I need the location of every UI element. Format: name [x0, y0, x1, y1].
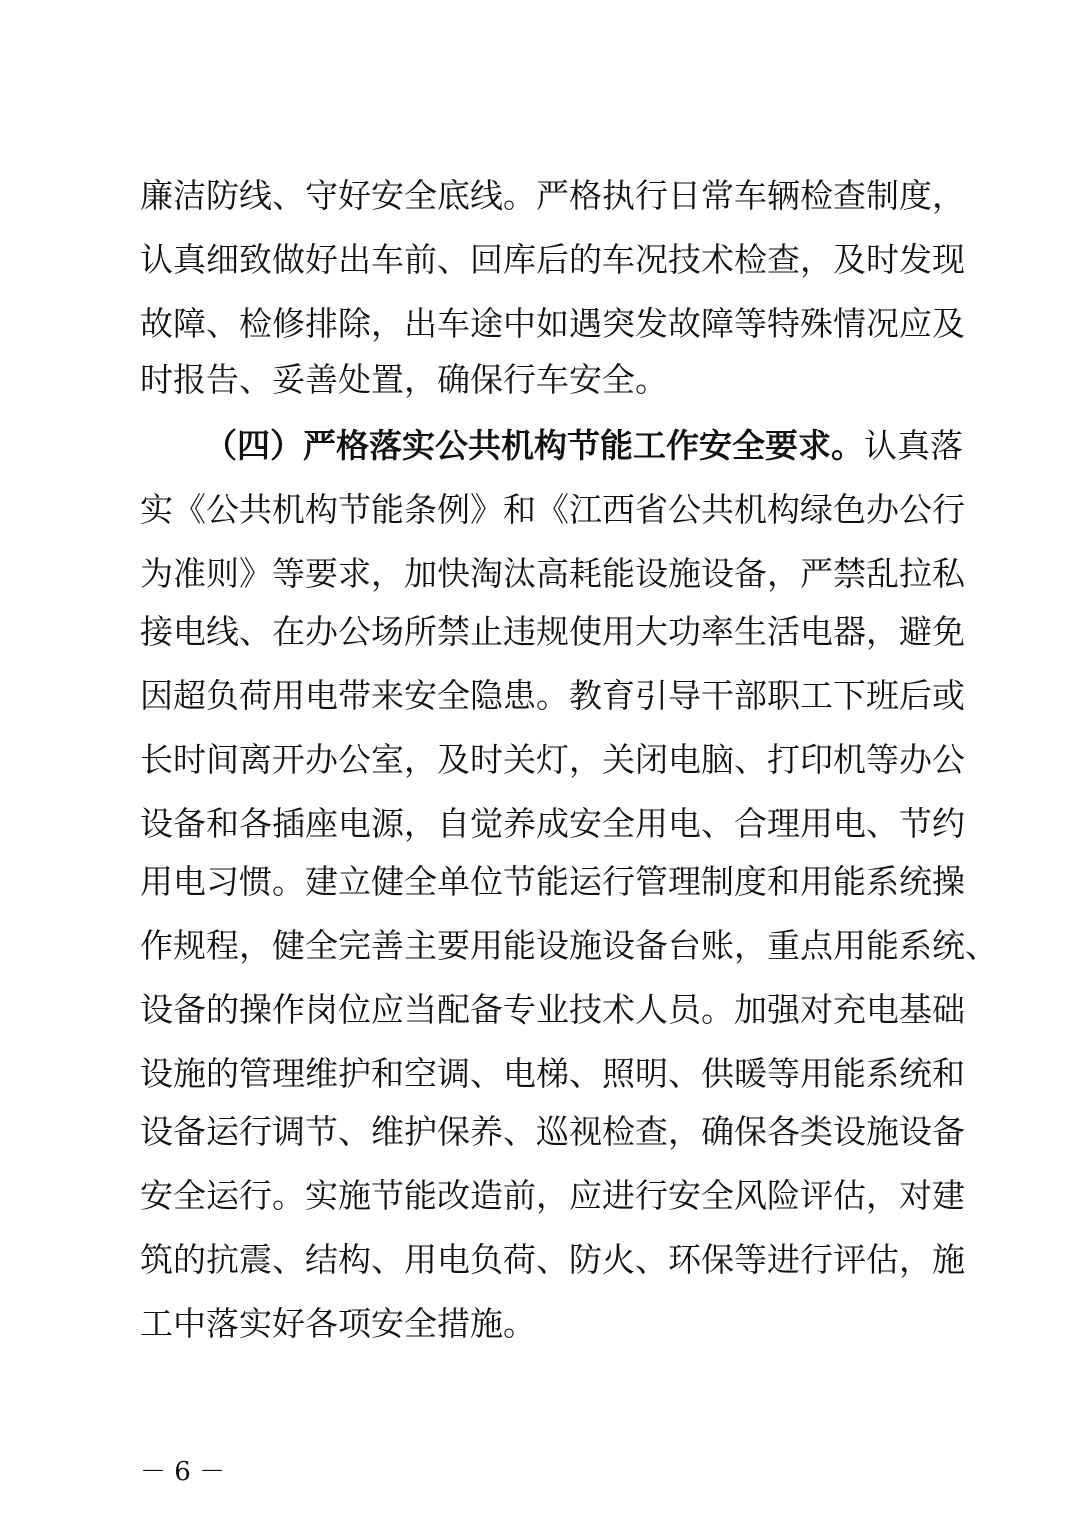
paragraph-line: 设备的操作岗位应当配备专业技术人员。加强对充电基础 — [140, 990, 965, 1029]
paragraph-line: 接电线、在办公场所禁止违规使用大功率生活电器，避免 — [140, 612, 965, 651]
paragraph-line: 认真细致做好出车前、回库后的车况技术检查，及时发现 — [140, 240, 965, 279]
paragraph-line: 安全运行。实施节能改造前，应进行安全风险评估，对建 — [140, 1176, 965, 1215]
paragraph-line: 为准则》等要求，加快淘汰高耗能设施设备，严禁乱拉私 — [140, 554, 965, 593]
paragraph-line: 用电习惯。建立健全单位节能运行管理制度和用能系统操 — [140, 862, 965, 901]
paragraph-line: 时报告、妥善处置，确保行车安全。 — [140, 360, 668, 399]
paragraph-line: 设施的管理维护和空调、电梯、照明、供暖等用能系统和 — [140, 1054, 965, 1093]
paragraph-line: 实《公共机构节能条例》和《江西省公共机构绿色办公行 — [140, 490, 965, 529]
paragraph-line: 长时间离开办公室，及时关灯，关闭电脑、打印机等办公 — [140, 740, 965, 779]
section-heading-line — [204, 414, 963, 478]
paragraph-line: 廉洁防线、守好安全底线。严格执行日常车辆检查制度， — [140, 176, 965, 215]
paragraph-line: 筑的抗震、结构、用电负荷、防火、环保等进行评估，施 — [140, 1240, 965, 1279]
paragraph-line: 因超负荷用电带来安全隐患。教育引导干部职工下班后或 — [140, 676, 965, 715]
paragraph-text: 认真落 — [864, 426, 963, 465]
paragraph-line: 工中落实好各项安全措施。 — [140, 1304, 536, 1343]
section-heading: （四）严格落实公共机构节能工作安全要求。 — [204, 426, 864, 465]
paragraph-line: 故障、检修排除，出车途中如遇突发故障等特殊情况应及 — [140, 304, 965, 343]
page-number: － 6 － — [140, 1457, 226, 1487]
paragraph-line: 作规程，健全完善主要用能设施设备台账，重点用能系统、 — [140, 926, 998, 965]
paragraph-line: 设备运行调节、维护保养、巡视检查，确保各类设施设备 — [140, 1112, 965, 1151]
paragraph-line: 设备和各插座电源，自觉养成安全用电、合理用电、节约 — [140, 804, 965, 843]
